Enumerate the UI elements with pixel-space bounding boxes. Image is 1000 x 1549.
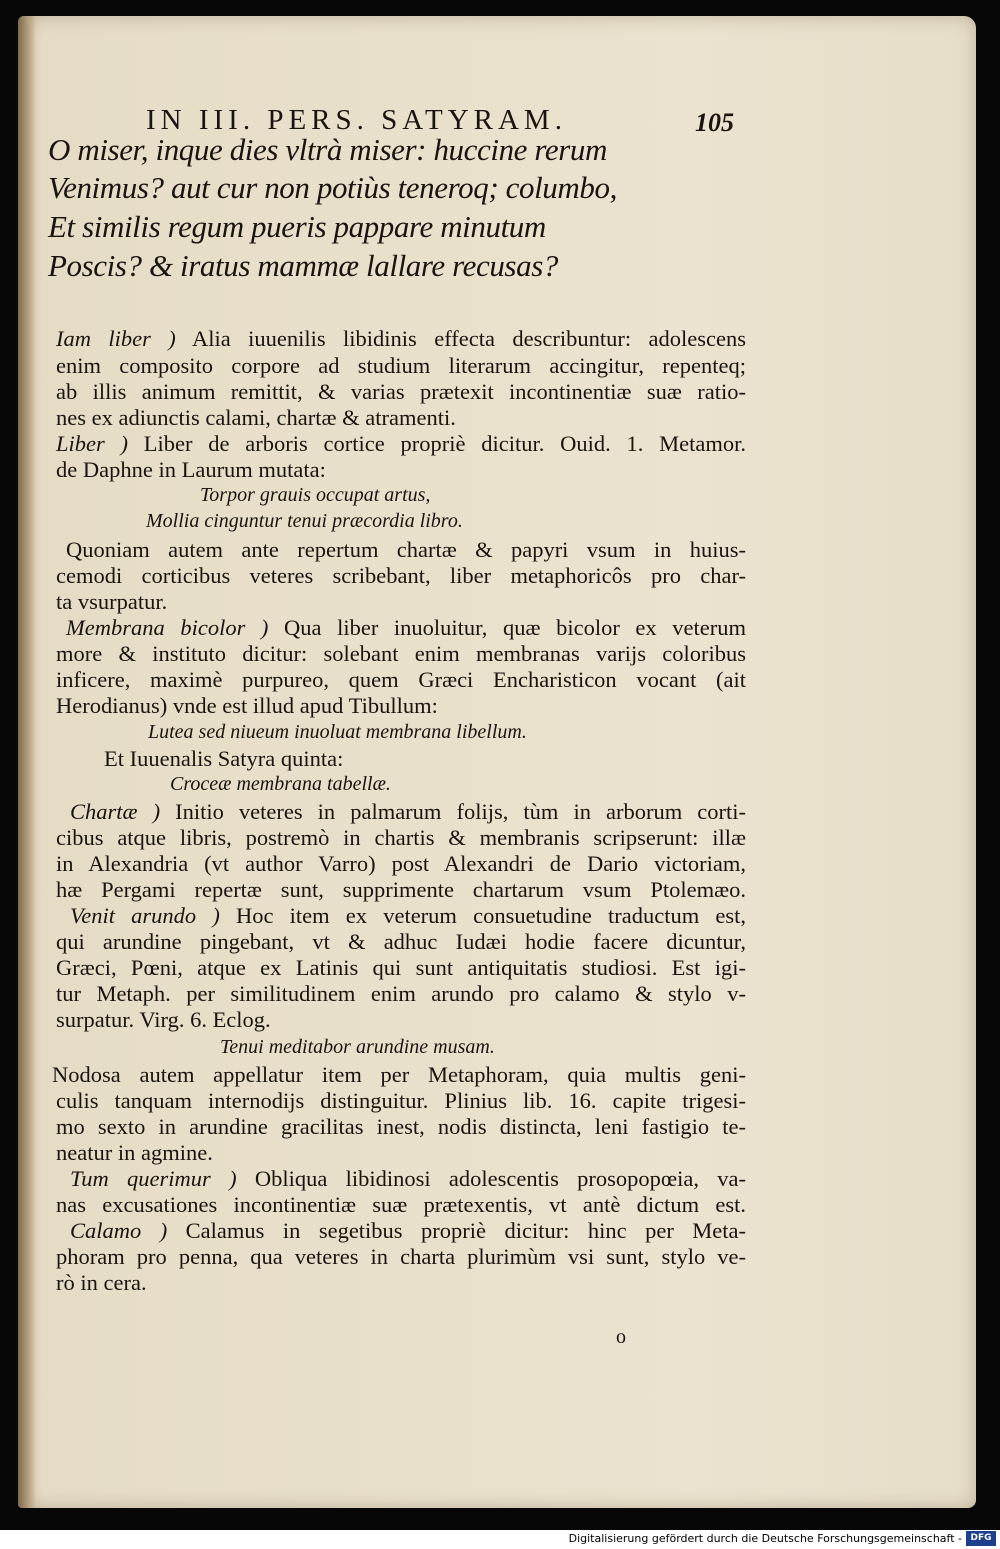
commentary-line: ab illis animum remittit, & varias prætexit incontinentiæ suæ ratio- xyxy=(56,379,746,404)
commentary-line: inficere, maximè purpureo, quem Græci Encharisticon vocant (ait xyxy=(56,667,746,692)
lemma: Membrana bicolor ) xyxy=(66,615,269,640)
quotation-line: Tenui meditabor arundine musam. xyxy=(220,1036,495,1058)
commentary-line: Nodosa autem appellatur item per Metaphoram, quia multis geni- xyxy=(52,1062,746,1087)
commentary-line: ta vsurpatur. xyxy=(56,589,168,614)
lemma: Iam liber ) xyxy=(56,326,176,351)
commentary-line: Venit arundo ) Hoc item ex veterum consuetudine traductum est, xyxy=(70,903,746,928)
commentary-line: Chartæ ) Initio veteres in palmarum folijs, tùm in arborum corti- xyxy=(70,799,746,824)
running-head: IN III. PERS. SATYRAM. xyxy=(146,104,567,136)
commentary-line: mo sexto in arundine gracilitas inest, nodis distincta, leni fastigio te- xyxy=(56,1114,746,1139)
commentary-line: Membrana bicolor ) Qua liber inuoluitur, quæ bicolor ex veterum xyxy=(66,615,746,640)
commentary-line: Quoniam autem ante repertum chartæ & papyri vsum in huius- xyxy=(66,537,746,562)
commentary-line: qui arundine pingebant, vt & adhuc Iudæi hodie facere dicuntur, xyxy=(56,929,746,954)
quotation-line: Mollia cinguntur tenui præcordia libro. xyxy=(146,510,463,532)
lemma: Calamo ) xyxy=(70,1218,168,1243)
quotation-line: Lutea sed niueum inuoluat membrana libellum. xyxy=(148,721,527,743)
commentary-line: more & instituto dicitur: solebant enim membranas varijs coloribus xyxy=(56,641,746,666)
verse-line: Poscis? & iratus mammæ lallare recusas? xyxy=(48,248,558,283)
lemma: Liber ) xyxy=(56,431,129,456)
commentary-line: nes ex adiunctis calami, chartæ & atramenti. xyxy=(56,405,456,430)
commentary-line: enim composito corpore ad studium literarum accingitur, repenteq; xyxy=(56,353,746,378)
commentary-line: nas excusationes incontinentiæ suæ prætexentis, vt antè dictum est. xyxy=(56,1192,746,1217)
dfg-logo: DFG xyxy=(966,1531,996,1546)
page-number: 105 xyxy=(695,108,734,137)
signature-mark: o xyxy=(616,1326,626,1348)
commentary-line: de Daphne in Laurum mutata: xyxy=(56,457,326,482)
commentary-line: culis tanquam internodijs distinguitur. Plinius lib. 16. capite trigesi- xyxy=(56,1088,746,1113)
commentary-line: Herodianus) vnde est illud apud Tibullum: xyxy=(56,693,438,718)
book-page xyxy=(18,16,976,1508)
quotation-line: Croceæ membrana tabellæ. xyxy=(170,773,391,795)
quotation-line: Torpor grauis occupat artus, xyxy=(200,484,431,506)
commentary-line: Græci, Pœni, atque ex Latinis qui sunt antiquitatis studiosi. Est igi- xyxy=(56,955,746,980)
funding-credit: Digitalisierung gefördert durch die Deutsche Forschungsgemeinschaft - xyxy=(568,1532,962,1545)
lemma: Venit arundo ) xyxy=(70,903,220,928)
commentary-line: phoram pro penna, qua veteres in charta plurimùm vsi sunt, stylo ve- xyxy=(56,1244,746,1269)
commentary-line: cibus atque libris, postremò in chartis & membranis scripserunt: illæ xyxy=(56,825,746,850)
commentary-line: tur Metaph. per similitudinem enim arundo pro calamo & stylo v- xyxy=(56,981,746,1006)
commentary-line: Tum querimur ) Obliqua libidinosi adolescentis prosopopœia, va- xyxy=(70,1166,746,1191)
commentary-line: Liber ) Liber de arboris cortice propriè dicitur. Ouid. 1. Metamor. xyxy=(56,431,746,456)
commentary-line: in Alexandria (vt author Varro) post Alexandri de Dario victoriam, xyxy=(56,851,746,876)
verse-line: O miser, inque dies vltrà miser: huccine rerum xyxy=(48,132,608,167)
footer-bar xyxy=(0,1530,1000,1549)
commentary-line: neatur in agmine. xyxy=(56,1140,213,1165)
commentary-line: surpatur. Virg. 6. Eclog. xyxy=(56,1007,271,1032)
commentary-line: Iam liber ) Alia iuuenilis libidinis effecta describuntur: adolescens xyxy=(56,326,746,351)
commentary-line: cemodi corticibus veteres scribebant, liber metaphoricôs pro char- xyxy=(56,563,746,588)
commentary-line: rò in cera. xyxy=(56,1270,147,1295)
commentary-line: Et Iuuenalis Satyra quinta: xyxy=(104,746,344,771)
lemma: Chartæ ) xyxy=(70,799,161,824)
verse-line: Et similis regum pueris pappare minutum xyxy=(48,209,546,244)
commentary-line: Calamo ) Calamus in segetibus propriè dicitur: hinc per Meta- xyxy=(70,1218,746,1243)
verse-line: Venimus? aut cur non potiùs teneroq; columbo, xyxy=(48,170,617,205)
lemma: Tum querimur ) xyxy=(70,1166,237,1191)
commentary-line: hæ Pergami repertæ sunt, supprimente chartarum vsum Ptolemæo. xyxy=(56,877,746,902)
